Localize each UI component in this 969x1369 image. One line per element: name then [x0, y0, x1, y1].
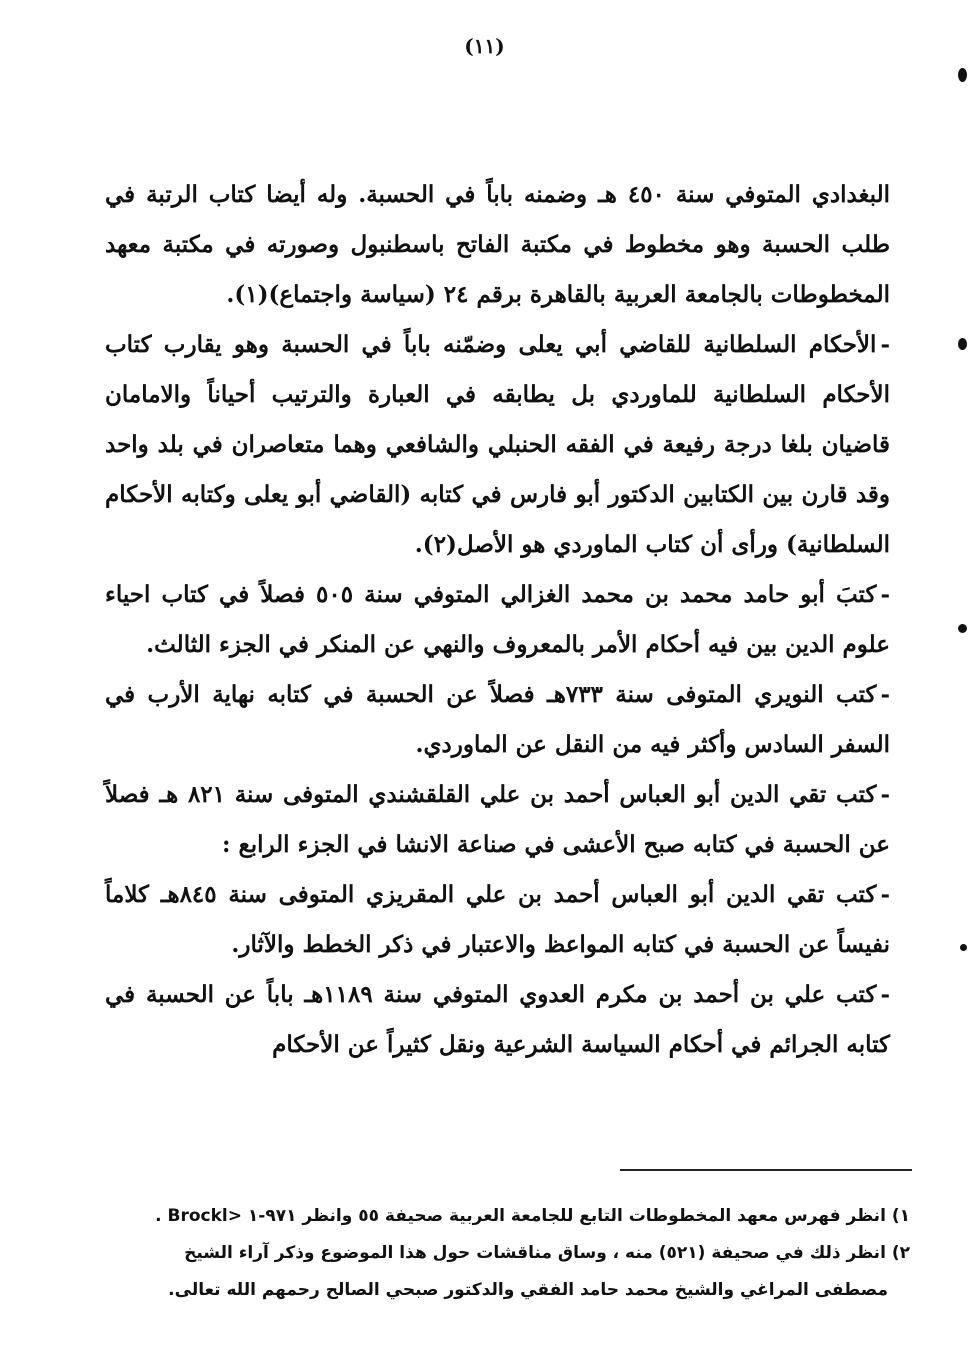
list-item-text: كتب تقي الدين أبو العباس أحمد بن علي القلقشندي المتوفى سنة ٨٢١ هـ فصلاً عن الحسبة في كتابه صبح الأعشى في صناعة الانشا في الجزء الرابع :	[105, 781, 890, 858]
list-item	[105, 970, 890, 1070]
list-item-text: كتب علي بن أحمد بن مكرم العدوي المتوفي سنة ١١٨٩هـ باباً عن الحسبة في كتابه الجرائم في أحكام السياسة الشرعية ونقل كثيراً عن الأحكام	[105, 981, 890, 1058]
scan-mark	[958, 624, 967, 633]
bullet-dash: -	[880, 881, 890, 908]
list-item-text: كتب تقي الدين أبو العباس أحمد بن علي المقريزي المتوفى سنة ٨٤٥هـ كلاماً نفيساً عن الحسبة في كتابه المواعظ والاعتبار في ذكر الخطط والآثار.	[105, 881, 890, 958]
page-number: (١١)	[464, 34, 505, 58]
list-item	[105, 570, 890, 670]
footnote-text: انظر ذلك في صحيفة (٥٢١) منه ، وساق مناقشات حول هذا الموضوع وذكر آراء الشيخ	[184, 1243, 886, 1263]
list-item	[105, 870, 890, 970]
list-item	[105, 670, 890, 770]
list-item-text: الأحكام السلطانية للقاضي أبي يعلى وضمّنه باباً في الحسبة وهو يقارب كتاب الأحكام السلطانية للماوردي بل يطابقه في العبارة والترتيب أحياناً والامامان قاضيان بلغا درجة رفيعة في الفقه الحنبلي والشافعي وهما متعاصران في بلد واحد وقد قارن بين الكتابين الدكتور أبو فارس في كتابه (القاضي أبو يعلى وكتابه الأحكام السلطانية) ورأى أن كتاب الماوردي هو الأصل(٢).	[105, 331, 890, 558]
footnote-1	[110, 1198, 910, 1235]
footnote-divider	[620, 1169, 912, 1171]
footnote-marker: ١)	[891, 1206, 910, 1226]
intro-paragraph: البغدادي المتوفي سنة ٤٥٠ هـ وضمنه باباً في الحسبة. وله أيضا كتاب الرتبة في طلب الحسبة وهو مخطوط في مكتبة الفاتح باسطنبول وصورته في مكتبة معهد المخطوطات بالجامعة العربية بالقاهرة برقم ٢٤ (سياسة واجتماع)(١).	[105, 181, 890, 308]
bullet-dash: -	[880, 981, 890, 1008]
footnotes	[110, 1198, 910, 1309]
bullet-dash: -	[880, 331, 890, 358]
footnote-text: انظر فهرس معهد المخطوطات التابع للجامعة العربية صحيفة ٥٥ وانظر ٩٧١-١ <Brockl .	[155, 1206, 886, 1226]
bullet-dash: -	[880, 681, 891, 708]
footnote-2	[110, 1235, 910, 1272]
list-item	[105, 320, 890, 570]
footnote-marker: ٢)	[891, 1243, 910, 1263]
list-item	[105, 770, 890, 870]
scan-mark	[958, 68, 967, 82]
scan-mark	[958, 338, 967, 350]
bullet-dash: -	[880, 581, 890, 608]
list-item-text: كتبَ أبو حامد محمد بن محمد الغزالي المتوفي سنة ٥٠٥ فصلاً في كتاب احياء علوم الدين بين فيه أحكام الأمر بالمعروف والنهي عن المنكر في الجزء الثالث.	[105, 581, 890, 658]
scan-mark	[960, 944, 967, 951]
main-text	[105, 170, 890, 1070]
footnote-2-continuation: مصطفى المراغي والشيخ محمد حامد الفقي والدكتور صبحي الصالح رحمهم الله تعالى.	[168, 1280, 888, 1300]
bullet-dash: -	[880, 781, 891, 808]
list-item-text: كتب النويري المتوفى سنة ٧٣٣هـ فصلاً عن الحسبة في كتابه نهاية الأرب في السفر السادس وأكثر فيه من النقل عن الماوردي.	[105, 681, 890, 758]
